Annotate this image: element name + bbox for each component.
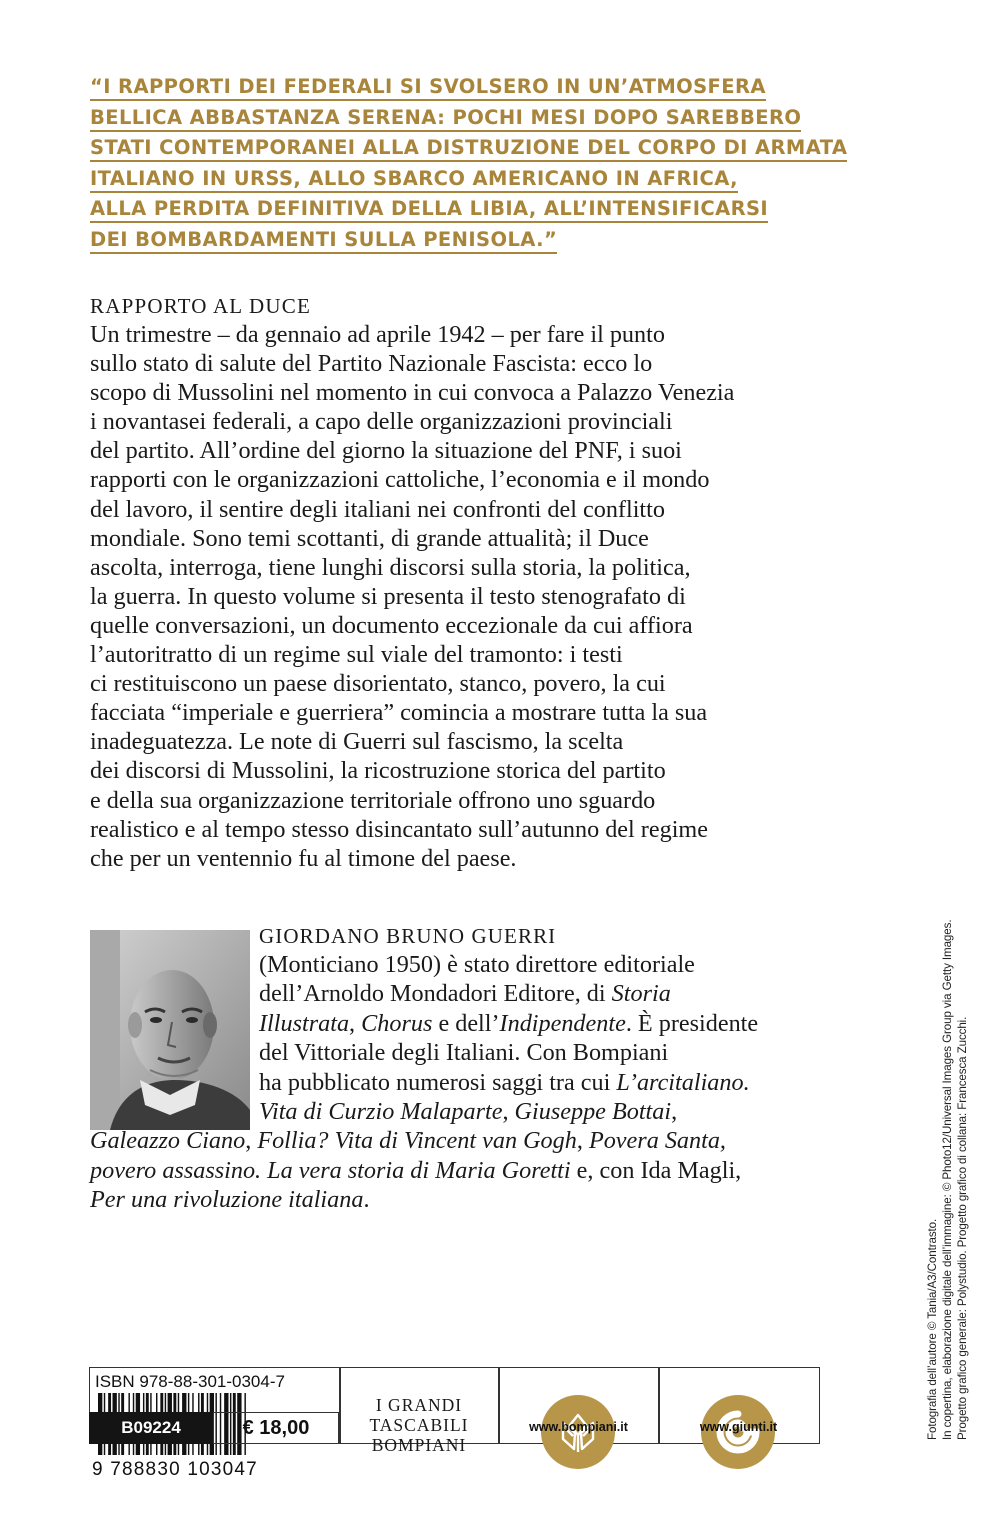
text-line: sullo stato di salute del Partito Nazionale Fascista: ecco lo [90,350,653,378]
credit-line: Progetto grafico generale: Polystudio. Progetto grafico di collana: Francesca Zucchi. [956,1016,969,1440]
text-line: del partito. All’ordine del giorno la situazione del PNF, i suoi [90,437,682,465]
quote-line: ALLA PERDITA DEFINITIVA DELLA LIBIA, ALL’INTENSIFICARSI [90,197,768,223]
text-line: ci restituiscono un paese disorientato, stanco, povero, la cui [90,670,666,698]
text-line: e della sua organizzazione territoriale offrono uno sguardo [90,786,656,814]
bio-line: Illustrata, Chorus e dell’Indipendente. È presidente [259,1009,759,1037]
text-line: scopo di Mussolini nel momento in cui convoca a Palazzo Venezia [90,379,735,407]
text-line: che per un ventennio fu al timone del paese. [90,844,517,872]
price: € 18,00 [242,1417,310,1439]
giunti-url[interactable]: www.giunti.it [699,1420,778,1434]
product-code: B09224 [89,1412,213,1444]
bio-line: del Vittoriale degli Italiani. Con Bompiani [259,1039,669,1067]
bio-line: povero assassino. La vera storia di Maria Goretti e, con Ida Magli, [90,1156,742,1184]
credit-line: Fotografia dell’autore © Tania/A3/Contrasto. [926,1218,939,1440]
isbn-digits: 9 788830 103047 [92,1459,258,1480]
quote-line: DEI BOMBARDAMENTI SULLA PENISOLA.” [90,228,557,254]
text-line: i novantasei federali, a capo delle organizzazioni provinciali [90,408,673,436]
text-line: rapporti con le organizzazioni cattoliche, l’economia e il mondo [90,466,710,494]
series-line: I GRANDI [375,1395,463,1415]
pull-quote [90,72,850,256]
series-line: TASCABILI [369,1415,469,1435]
bio-line: Galeazzo Ciano, Follia? Vita di Vincent van Gogh, Povera Santa, [90,1127,726,1155]
text-line: l’autoritratto di un regime sul viale del tramonto: i testi [90,641,623,669]
section-title: RAPPORTO AL DUCE [90,294,311,318]
credit-line: In copertina, elaborazione digitale dell’immagine: © Photo12/Universal Images Group via Getty Images. [941,919,954,1440]
text-line: quelle conversazioni, un documento eccezionale da cui affiora [90,611,693,639]
bio-line: (Monticiano 1950) è stato direttore editoriale [259,951,695,978]
quote-line: STATI CONTEMPORANEI ALLA DISTRUZIONE DEL CORPO DI ARMATA [90,136,847,162]
text-line: realistico e al tempo stesso disincantato sull’autunno del regime [90,815,708,843]
bio-line: Per una rivoluzione italiana. [90,1186,370,1214]
bio-line: Vita di Curzio Malaparte, Giuseppe Bottai, [259,1098,678,1126]
bio-line: ha pubblicato numerosi saggi tra cui L’arcitaliano. [259,1068,750,1096]
image-credits [925,920,985,1440]
description-text [90,320,850,873]
text-line: ascolta, interroga, tiene lunghi discorsi sulla storia, la politica, [90,553,691,581]
quote-line: BELLICA ABBASTANZA SERENA: POCHI MESI DOPO SAREBBERO [90,106,801,132]
text-line: Un trimestre – da gennaio ad aprile 1942 – per fare il punto [90,321,665,348]
text-line: dei discorsi di Mussolini, la ricostruzione storica del partito [90,757,666,785]
author-name: GIORDANO BRUNO GUERRI [259,924,557,948]
text-line: mondiale. Sono temi scottanti, di grande attualità; il Duce [90,524,649,552]
author-bio [90,950,850,1215]
isbn-label: ISBN 978-88-301-0304-7 [95,1372,285,1391]
bompiani-url[interactable]: www.bompiani.it [529,1420,628,1434]
series-line: BOMPIANI [371,1435,467,1455]
bio-line: dell’Arnoldo Mondadori Editore, di Storia [259,980,671,1008]
text-line: facciata “imperiale e guerriera” comincia a mostrare tutta la sua [90,699,708,727]
quote-line: “I RAPPORTI DEI FEDERALI SI SVOLSERO IN UN’ATMOSFERA [90,75,766,101]
text-line: del lavoro, il sentire degli italiani nei confronti del conflitto [90,495,665,523]
quote-line: ITALIANO IN URSS, ALLO SBARCO AMERICANO IN AFRICA, [90,167,738,193]
text-line: inadeguatezza. Le note di Guerri sul fascismo, la scelta [90,728,624,756]
text-line: la guerra. In questo volume si presenta il testo stenografato di [90,582,686,610]
series-name [340,1395,498,1455]
